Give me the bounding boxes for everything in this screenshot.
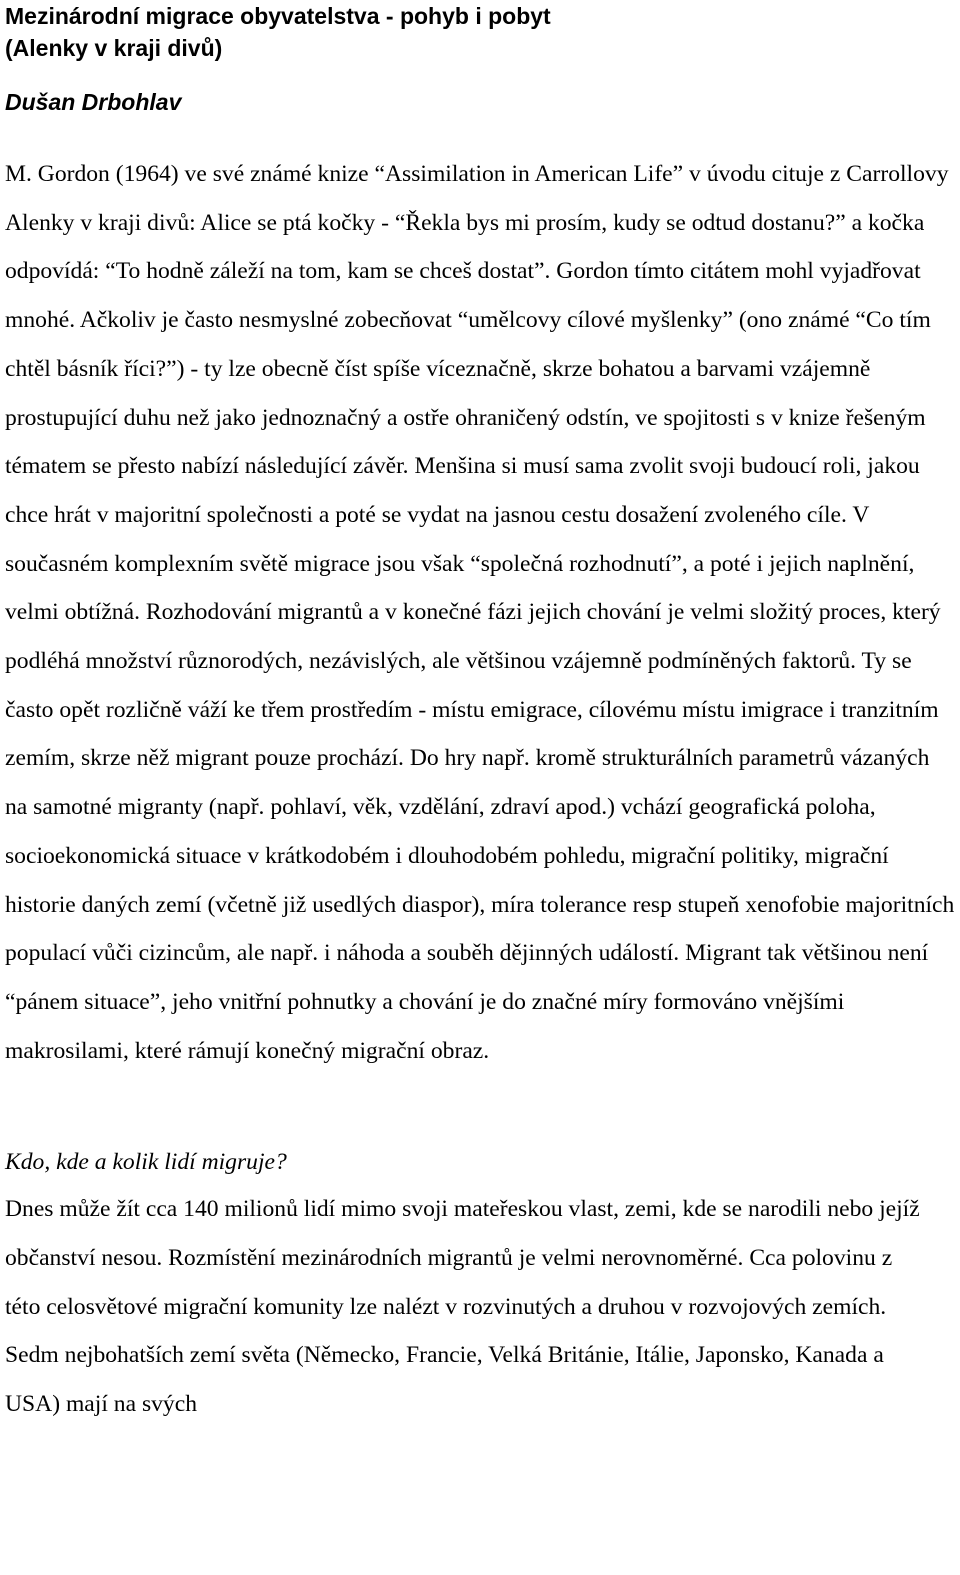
section-heading: Kdo, kde a kolik lidí migruje? — [5, 1149, 287, 1176]
document-page — [5, 0, 955, 1429]
title-line-1: Mezinárodní migrace obyvatelstva - pohyb i pobyt — [5, 3, 551, 29]
document-title — [5, 0, 955, 64]
paragraph-intro: M. Gordon (1964) ve své známé knize “Assimilation in American Life” v úvodu cituje z Carrollovy Alenky v kraji divů: Alice se ptá kočky - “Řekla bys mi prosím, kudy se odtud dostanu?” a kočka odpovídá: “To hodně záleží na tom, kam se chceš dostat”. Gordon tímto citátem mohl vyjadřovat mnohé. Ačkoliv je často nesmyslné zobecňovat “umělcovy cílové myšlenky” (ono známé “Co tím chtěl básník říci?”) - ty lze obecně číst spíše víceznačně, skrze bohatou a barvami vzájemně prostupující duhu než jako jednoznačný a ostře ohraničený odstín, ve spojitosti s v knize řešeným tématem se přesto nabízí následující závěr. Menšina si musí sama zvolit svoji budoucí roli, jakou chce hrát v majoritní společnosti a poté se vydat na jasnou cestu dosažení zvoleného cíle. V současném komplexním světě migrace jsou však “společná rozhodnutí”, a poté i jejich naplnění, velmi obtížná. Rozhodování migrantů a v konečné fázi jejich chování je velmi složitý proces, který podléhá množství různorodých, nezávislých, ale většinou vzájemně podmíněných faktorů. Ty se často opět rozličně váží ke třem prostředím - místu emigrace, cílovému místu imigrace i tranzitním zemím, skrze něž migrant pouze prochází. Do hry např. kromě strukturálních parametrů vázaných na samotné migranty (např. pohlaví, věk, vzdělání, zdraví apod.) vchází geografická poloha, socioekonomická situace v krátkodobém i dlouhodobém pohledu, migrační politiky, migrační historie daných zemí (včetně již usedlých diaspor), míra tolerance resp stupeň xenofobie majoritních populací vůči cizincům, ale např. i náhoda a souběh dějinných událostí. Migrant tak většinou není “pánem situace”, jeho vnitřní pohnutky a chování je do značné míry formováno vnějšími makrosilami, které rámují konečný migrační obraz. — [5, 161, 955, 1064]
paragraph-migration-stats: Dnes může žít cca 140 milionů lidí mimo svoji mateřeskou vlast, zemi, kde se narodili nebo jejíž občanství nesou. Rozmístění mezinárodních migrantů je velmi nerovnoměrné. Cca polovinu z této celosvětové migrační komunity lze nalézt v rozvinutých a druhou v rozvojových zemích. Sedm nejbohatších zemí světa (Německo, Francie, Velká Británie, Itálie, Japonsko, Kanada a USA) mají na svých — [5, 1196, 920, 1418]
title-line-2: (Alenky v kraji divů) — [5, 35, 223, 61]
author-name: Dušan Drbohlav — [5, 89, 182, 115]
